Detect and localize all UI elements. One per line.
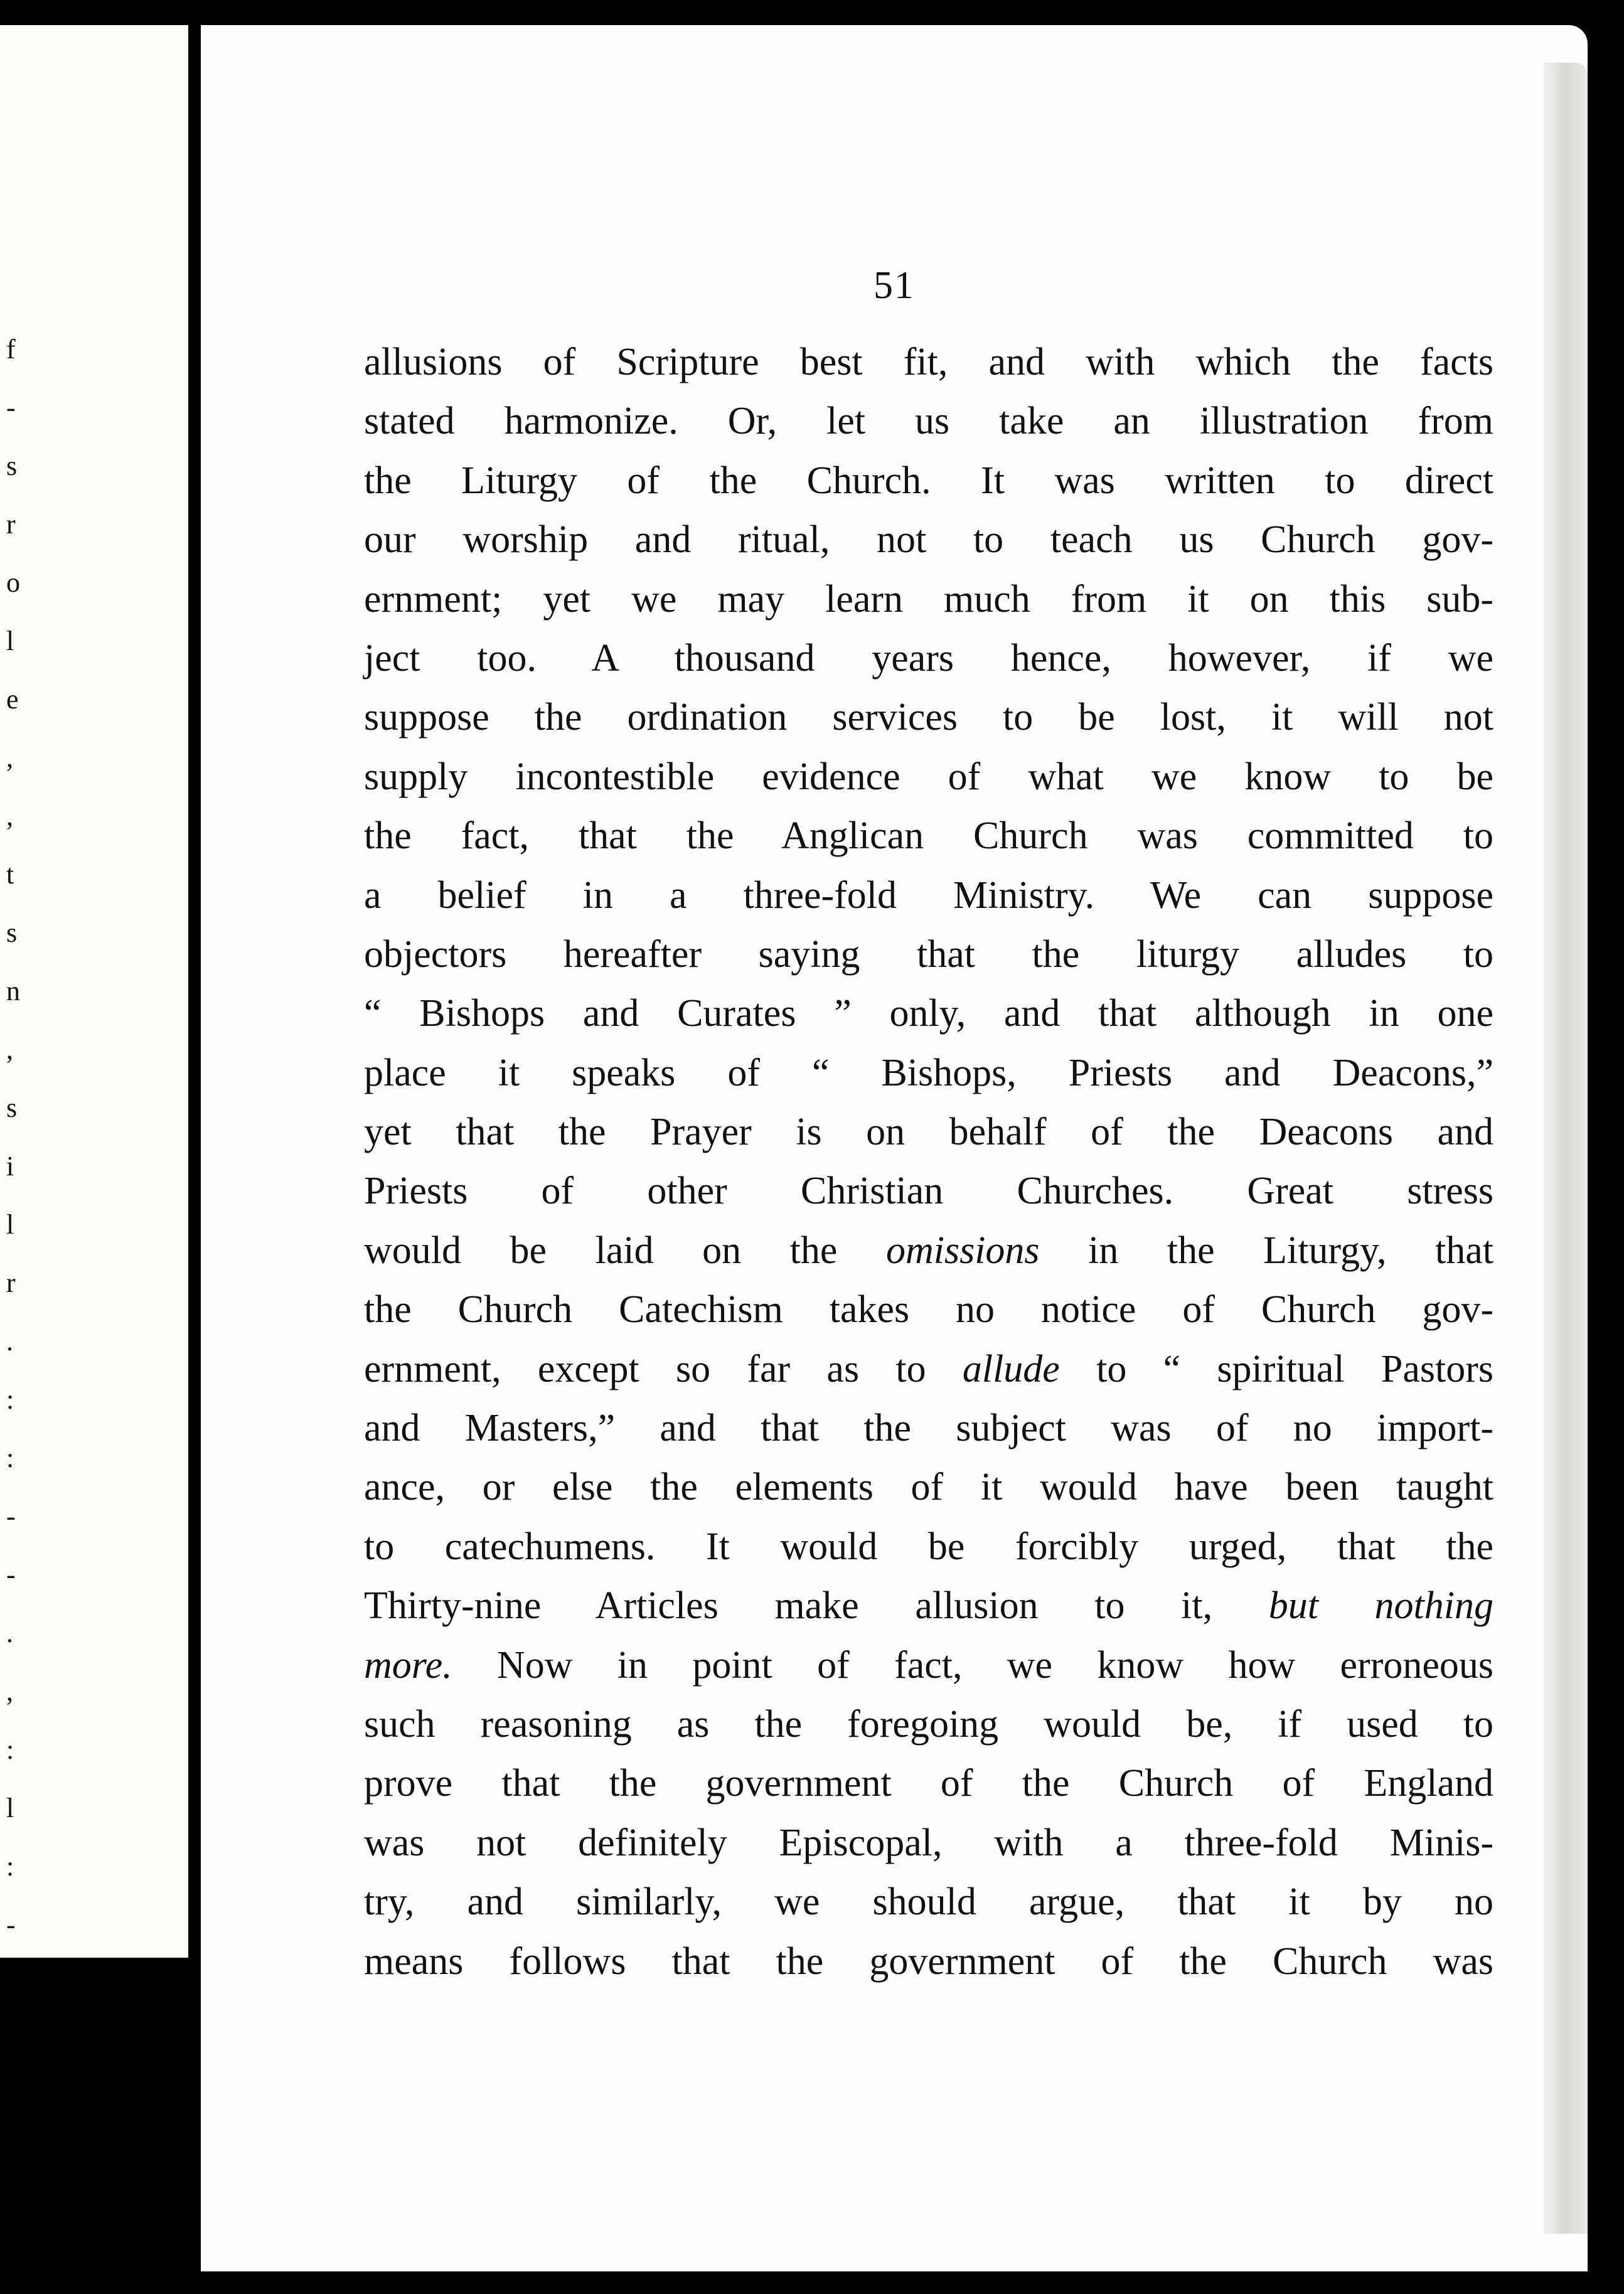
- body-text: [364, 333, 1493, 1991]
- facing-page-fragment: -: [6, 1501, 16, 1532]
- text-segment: the Church Catechism takes no notice of Church gov-: [364, 1288, 1493, 1331]
- italic-text: more.: [364, 1643, 452, 1687]
- text-line: [364, 747, 1493, 806]
- text-line: [364, 1872, 1493, 1931]
- text-line: [364, 984, 1493, 1043]
- text-segment: objectors hereafter saying that the liturgy alludes to: [364, 932, 1493, 976]
- text-line: [364, 1813, 1493, 1872]
- facing-page-fragment: i: [6, 1151, 14, 1182]
- text-line: [364, 1695, 1493, 1754]
- facing-page-fragment: :: [6, 1384, 14, 1415]
- text-segment: such reasoning as the foregoing would be, if used to: [364, 1702, 1493, 1746]
- text-line: [364, 1043, 1493, 1102]
- text-line: [364, 1340, 1493, 1399]
- text-line: [364, 1102, 1493, 1161]
- text-line: [364, 1458, 1493, 1517]
- facing-page-fragment: -: [6, 392, 16, 423]
- facing-page-fragment: ,: [6, 801, 13, 831]
- text-segment: would be laid on the: [364, 1229, 886, 1272]
- text-line: [364, 629, 1493, 688]
- facing-page-fragment: t: [6, 859, 14, 890]
- text-line: [364, 866, 1493, 925]
- text-segment: the Liturgy of the Church. It was written to direct: [364, 459, 1493, 502]
- text-segment: supply incontestible evidence of what we know to be: [364, 755, 1493, 798]
- text-line: [364, 1161, 1493, 1220]
- text-line: [364, 392, 1493, 451]
- text-line: [364, 1399, 1493, 1458]
- italic-text: omissions: [885, 1229, 1040, 1272]
- facing-page-fragment: f: [6, 334, 16, 365]
- text-line: [364, 451, 1493, 510]
- text-line: [364, 1221, 1493, 1280]
- text-line: [364, 570, 1493, 629]
- text-segment: ernment; yet we may learn much from it on this sub-: [364, 577, 1493, 621]
- text-segment: ernment, except so far as to: [364, 1347, 963, 1390]
- facing-page-fragment: s: [6, 1092, 18, 1123]
- text-line: [364, 1280, 1493, 1339]
- facing-page-fragment: :: [6, 1734, 14, 1765]
- facing-page-fragment: e: [6, 684, 19, 715]
- text-segment: stated harmonize. Or, let us take an illustration from: [364, 400, 1493, 443]
- text-segment: prove that the government of the Church of England: [364, 1762, 1493, 1805]
- facing-page-fragment: :: [6, 1851, 14, 1882]
- text-segment: “ Bishops and Curates ” only, and that although in one: [364, 992, 1493, 1035]
- text-segment: a belief in a three-fold Ministry. We can suppose: [364, 873, 1493, 917]
- page-stack-edge: [1544, 63, 1588, 2234]
- facing-page-fragment: .: [6, 1618, 13, 1648]
- text-segment: ance, or else the elements of it would have been taught: [364, 1466, 1493, 1509]
- text-line: [364, 1517, 1493, 1576]
- facing-page-fragment: l: [6, 1793, 14, 1823]
- text-segment: Now in point of fact, we know how erroneous: [452, 1643, 1493, 1687]
- facing-page-letter-fragments: [6, 320, 21, 1954]
- text-segment: ject too. A thousand years hence, however, if we: [364, 636, 1493, 680]
- facing-page-fragment: s: [6, 451, 18, 481]
- facing-page-fragment: -: [6, 1909, 16, 1940]
- facing-page-fragment: -: [6, 1559, 16, 1590]
- text-line: [364, 1932, 1493, 1991]
- facing-page-fragment: o: [6, 567, 20, 598]
- text-line: [364, 510, 1493, 569]
- text-segment: yet that the Prayer is on behalf of the Deacons and: [364, 1111, 1493, 1154]
- text-segment: try, and similarly, we should argue, that it by no: [364, 1881, 1493, 1924]
- facing-page-fragment: .: [6, 1326, 13, 1357]
- facing-page-fragment: n: [6, 976, 20, 1006]
- text-line: [364, 333, 1493, 392]
- facing-page-fragment: ,: [6, 742, 13, 773]
- italic-text: allude: [962, 1347, 1060, 1390]
- italic-text: but nothing: [1268, 1584, 1494, 1628]
- facing-page-edge: [0, 25, 188, 1958]
- text-line: [364, 688, 1493, 747]
- text-segment: and Masters,” and that the subject was of no import-: [364, 1407, 1493, 1450]
- text-segment: allusions of Scripture best fit, and with which the facts: [364, 341, 1493, 383]
- text-segment: to catechumens. It would be forcibly urged, that the: [364, 1525, 1493, 1568]
- facing-page-fragment: ,: [6, 1034, 13, 1065]
- text-line: [364, 1576, 1493, 1635]
- text-segment: was not definitely Episcopal, with a three-fold Minis-: [364, 1821, 1493, 1864]
- facing-page-fragment: l: [6, 626, 14, 656]
- facing-page-fragment: s: [6, 917, 18, 948]
- text-segment: suppose the ordination services to be lost, it will not: [364, 696, 1493, 739]
- book-page: [201, 25, 1588, 2271]
- text-segment: place it speaks of “ Bishops, Priests and Deacons,”: [364, 1051, 1493, 1094]
- text-segment: Thirty-nine Articles make allusion to it,: [364, 1584, 1269, 1628]
- facing-page-fragment: l: [6, 1209, 14, 1240]
- text-segment: means follows that the government of the Church was: [364, 1939, 1493, 1983]
- text-segment: to “ spiritual Pastors: [1059, 1347, 1493, 1390]
- text-segment: our worship and ritual, not to teach us Church gov-: [364, 518, 1493, 562]
- text-line: [364, 806, 1493, 865]
- facing-page-fragment: r: [6, 509, 16, 540]
- facing-page-fragment: r: [6, 1267, 16, 1298]
- text-segment: in the Liturgy, that: [1039, 1229, 1493, 1272]
- facing-page-fragment: :: [6, 1443, 14, 1473]
- text-line: [364, 1754, 1493, 1813]
- page-number: 51: [873, 264, 915, 307]
- text-segment: the fact, that the Anglican Church was committed to: [364, 814, 1493, 858]
- text-line: [364, 925, 1493, 984]
- facing-page-fragment: ,: [6, 1676, 13, 1707]
- text-line: [364, 1636, 1493, 1695]
- text-segment: Priests of other Christian Churches. Great stress: [364, 1170, 1493, 1213]
